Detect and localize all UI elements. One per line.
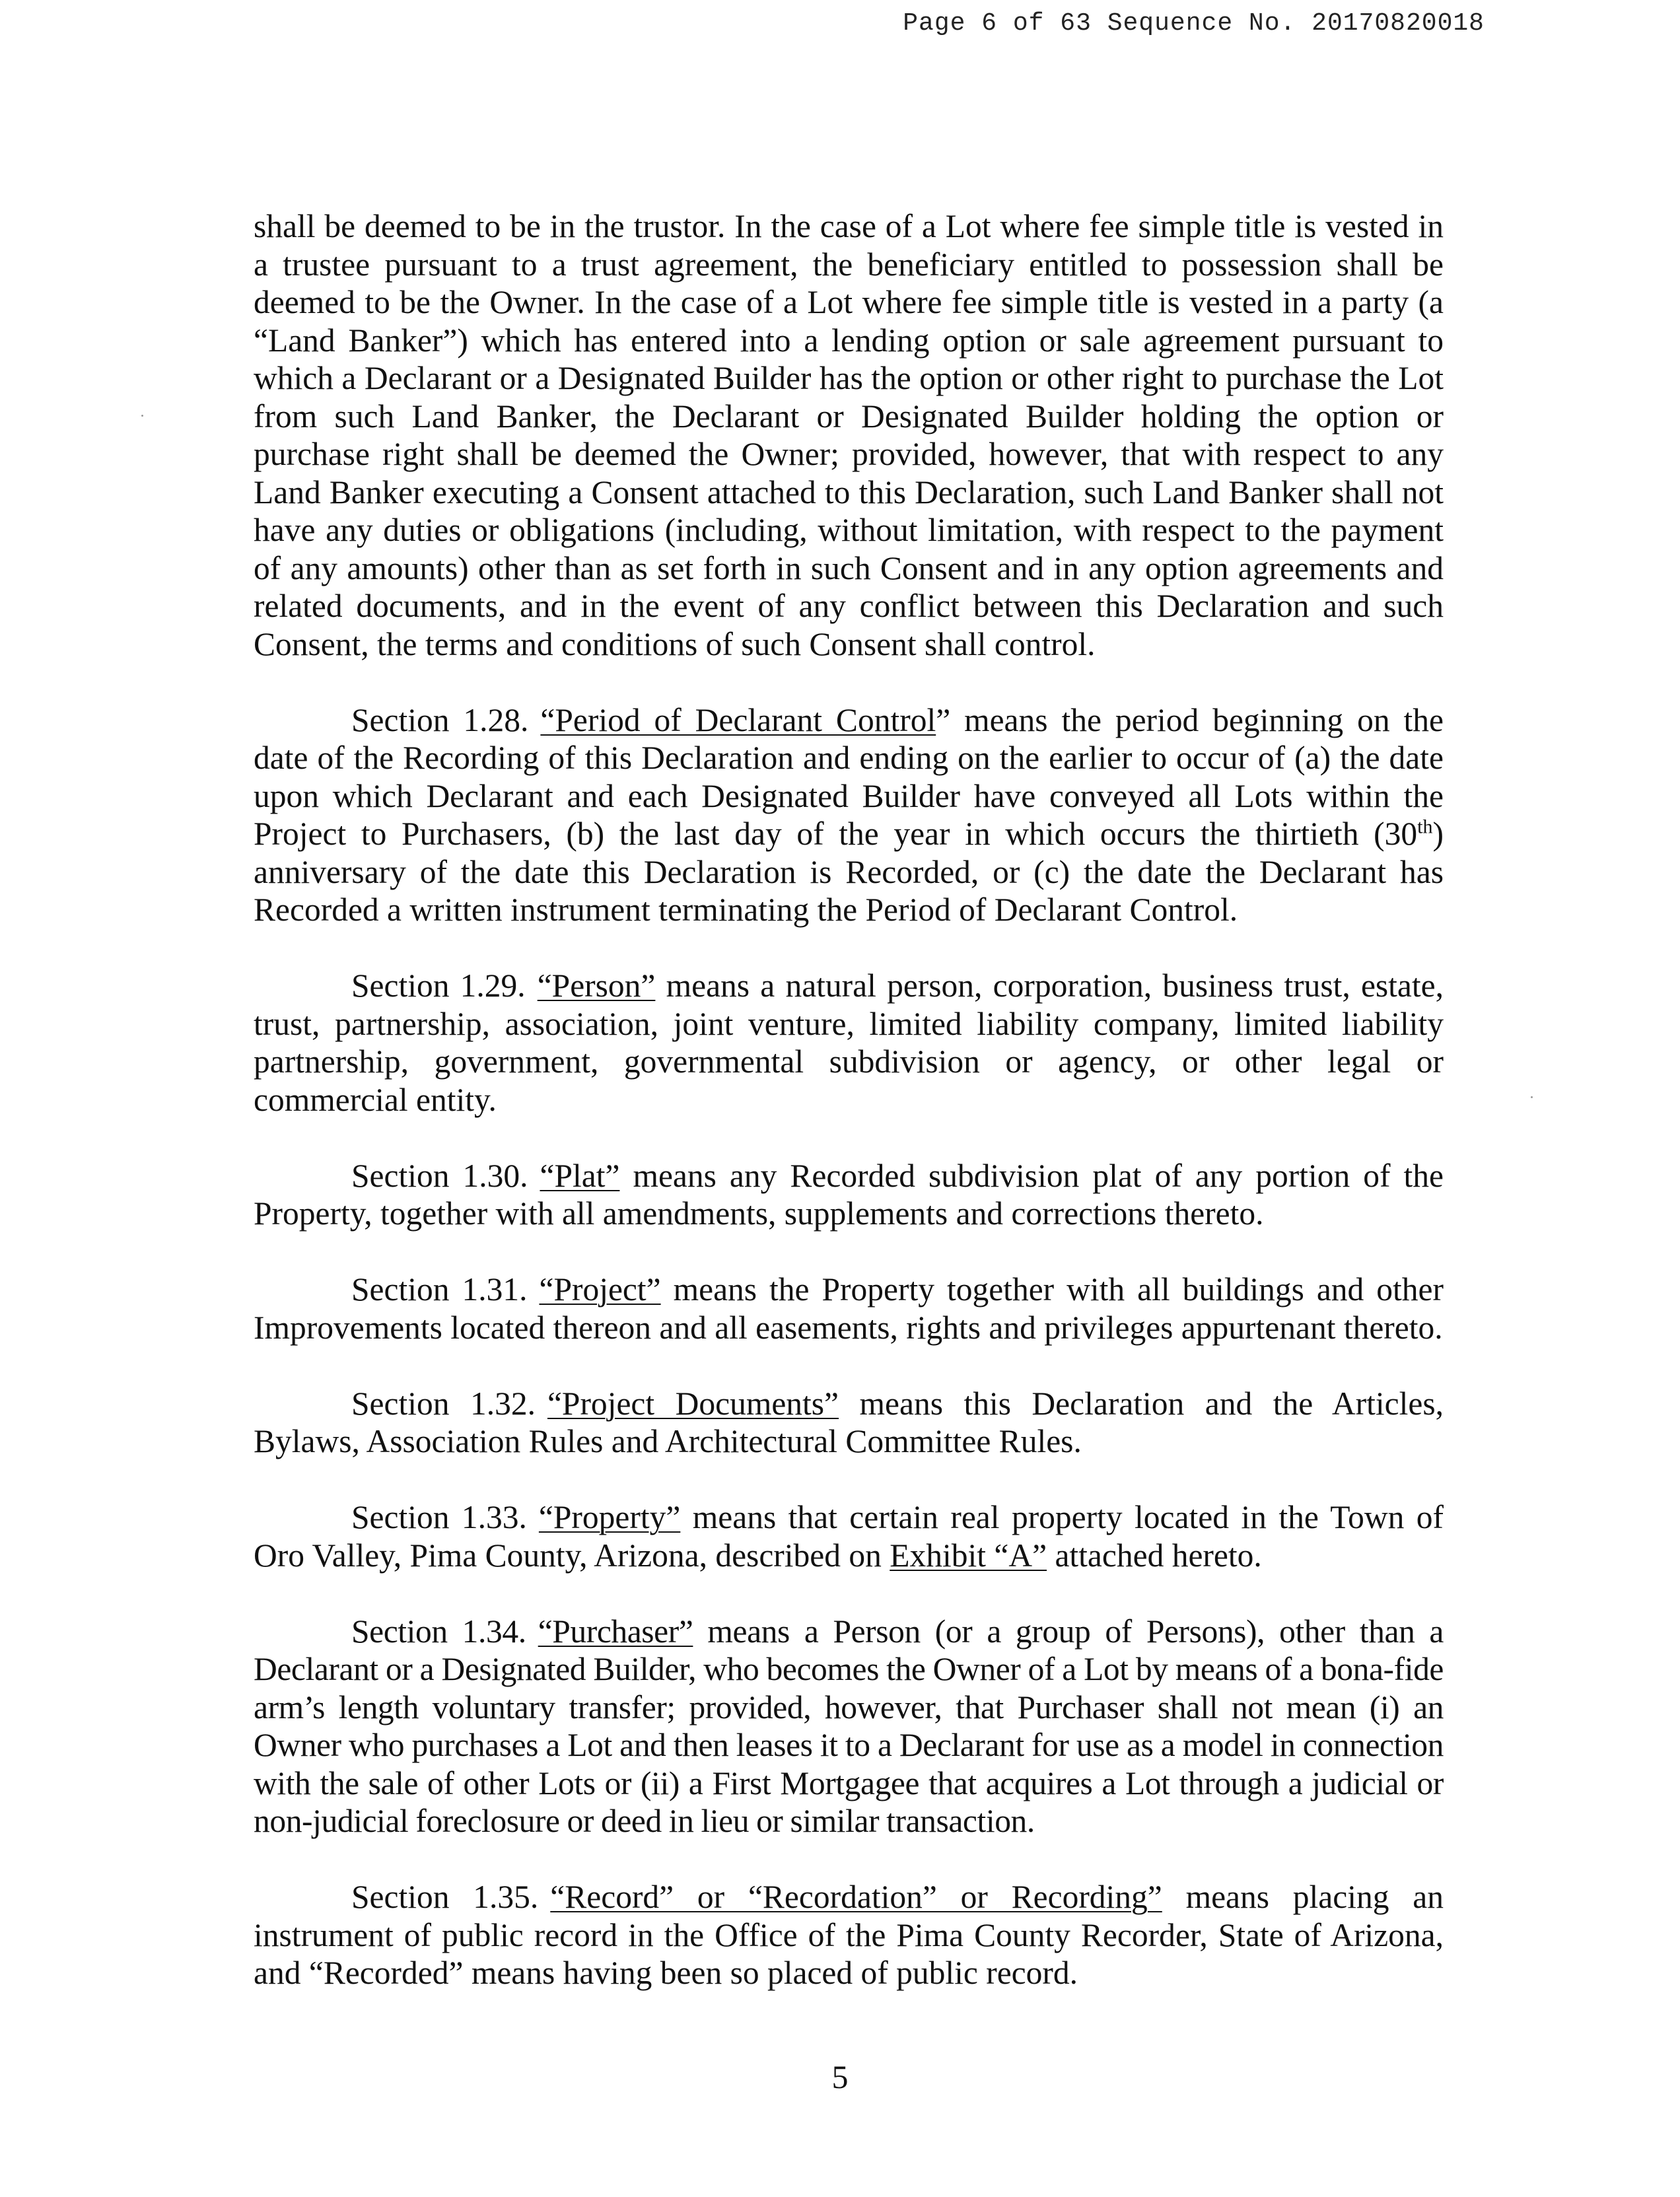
section-number: Section 1.32. (351, 1385, 536, 1422)
section-1-33 (254, 1498, 1444, 1574)
section-1-31 (254, 1271, 1444, 1346)
definition-text: means placing an instrument of public record in the Office of the Pima County Recorder, State of Arizona, and “Recorded” means having been so placed of public record. (254, 1879, 1444, 1991)
section-number: Section 1.28. (351, 701, 529, 738)
section-number: Section 1.35. (351, 1879, 539, 1915)
definition-text: means this Declaration and the Articles, Bylaws, Association Rules and Architectural Committee Rules. (254, 1385, 1444, 1459)
defined-term: “Record” or “Recordation” or Recording” (550, 1879, 1162, 1915)
section-number: Section 1.31. (351, 1271, 528, 1308)
section-number: Section 1.33. (351, 1499, 527, 1535)
definition-text: means the Property together with all buildings and other Improvements located thereon and all easements, rights and privileges appurtenant thereto. (254, 1271, 1444, 1346)
definition-text: ” means the period beginning on the date of the Recording of this Declaration and ending on the earlier to occur of (a) the date upon which Declarant and each Designated Builder have conveyed all Lots within the Project to Purchasers, (b) the last day of the year in which occurs the thirtieth (30 (254, 701, 1444, 852)
scan-speck (141, 415, 143, 417)
exhibit-reference: Exhibit “A” (890, 1537, 1047, 1574)
section-1-35 (254, 1878, 1444, 1992)
definition-text: means a Person (or a group of Persons), other than a Declarant or a Designated Builder, who becomes the Owner of a Lot by means of a bona-fide arm’s length voluntary transfer; provided, however, that Purchaser shall not mean (i) an Owner who purchases a Lot and then leases it to a Declarant for use as a model in connection with the sale of other Lots or (ii) a First Mortgagee that acquires a Lot through a judicial or non-judicial foreclosure or deed in lieu or similar transaction. (254, 1613, 1444, 1839)
scan-speck (1531, 1096, 1533, 1098)
ordinal-superscript: th (1417, 816, 1433, 838)
defined-term: “Project Documents” (547, 1385, 839, 1422)
continuation-paragraph: shall be deemed to be in the trustor. In the case of a Lot where fee simple title is vested in a trustee pursuant to a trust agreement, the beneficiary entitled to possession shall be deemed to be the Owner. In the case of a Lot where fee simple title is vested in a party (a “Land Banker”) which has entered into a lending option or sale agreement pursuant to which a Declarant or a Designated Builder has the option or other right to purchase the Lot from such Land Banker, the Declarant or Designated Builder holding the option or purchase right shall be deemed the Owner; provided, however, that with respect to any Land Banker executing a Consent attached to this Declaration, such Land Banker shall not have any duties or obligations (including, without limitation, with respect to the payment of any amounts) other than as set forth in such Consent and in any option agreements and related documents, and in the event of any conflict between this Declaration and such Consent, the terms and conditions of such Consent shall control. (254, 208, 1444, 662)
section-1-28 (254, 701, 1444, 929)
definition-text: means that certain real property located in the Town of Oro Valley, Pima County, Arizona, described on (254, 1499, 1444, 1574)
section-1-34 (254, 1613, 1444, 1840)
definition-text: means any Recorded subdivision plat of any portion of the Property, together with all amendments, supplements and corrections thereto. (254, 1157, 1444, 1232)
section-number: Section 1.29. (351, 967, 526, 1004)
page-sequence-header: Page 6 of 63 Sequence No. 20170820018 (903, 9, 1485, 38)
defined-term: “Period of Declarant Control (540, 701, 936, 738)
defined-term: “Project” (539, 1271, 661, 1308)
definition-text-continued: ) anniversary of the date this Declaration is Recorded, or (c) the date the Declarant has Recorded a written instrument terminating the Period of Declarant Control. (254, 816, 1444, 928)
definition-text: means a natural person, corporation, business trust, estate, trust, partnership, association, joint venture, limited liability company, limited liability partnership, government, governmental subdivision or agency, or other legal or commercial entity. (254, 967, 1444, 1118)
document-body (254, 207, 1444, 2030)
defined-term: “Person” (537, 967, 656, 1004)
section-number: Section 1.30. (351, 1157, 528, 1194)
page-number: 5 (831, 2058, 849, 2095)
section-1-29 (254, 967, 1444, 1119)
section-1-30 (254, 1157, 1444, 1233)
section-number: Section 1.34. (351, 1613, 526, 1650)
defined-term: “Plat” (540, 1157, 620, 1194)
section-1-32 (254, 1385, 1444, 1461)
defined-term: “Property” (538, 1499, 681, 1535)
definition-text-continued: attached hereto. (1047, 1537, 1262, 1574)
defined-term: “Purchaser” (538, 1613, 693, 1650)
